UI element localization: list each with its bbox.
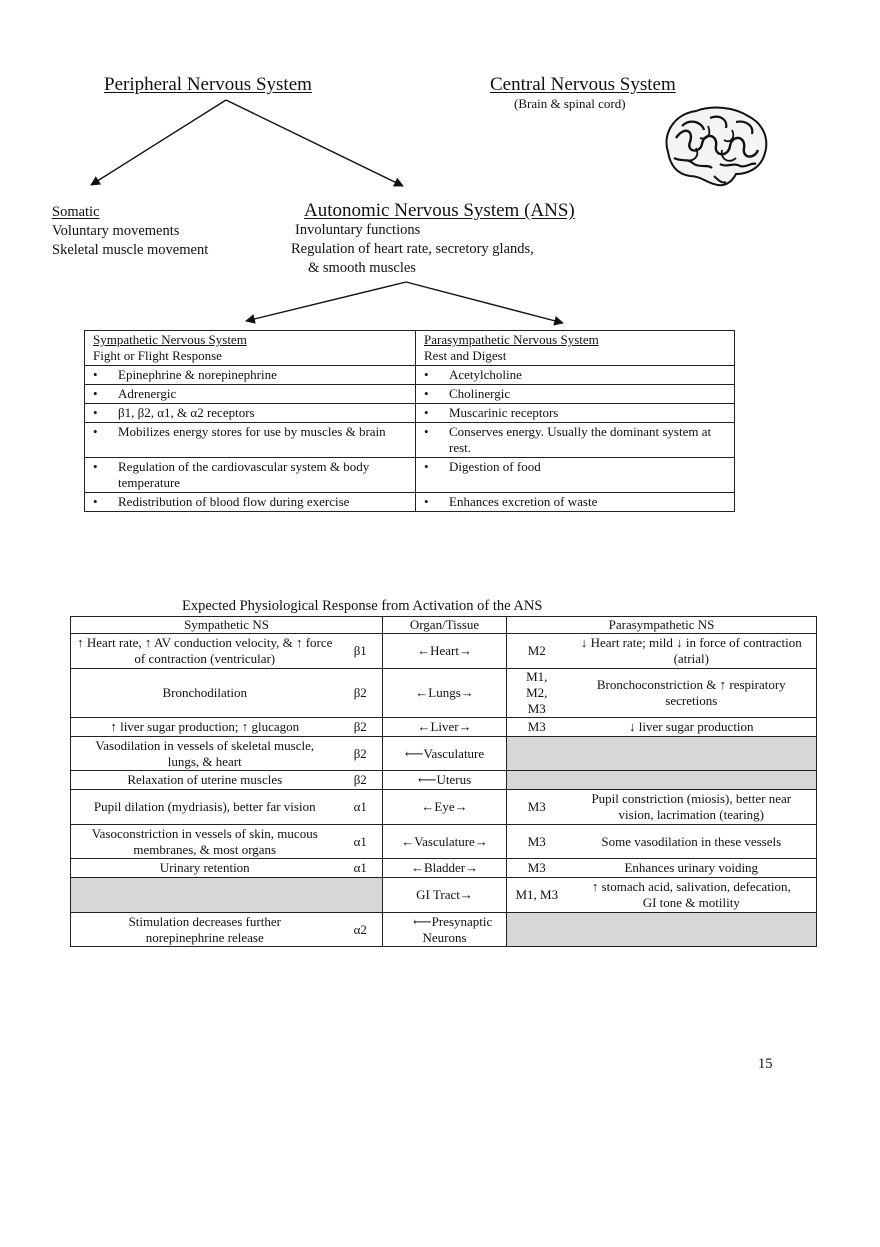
somatic-line-2: Skeletal muscle movement: [52, 242, 209, 258]
sympathetic-header: [85, 331, 416, 366]
parasympathetic-subtitle: Rest and Digest: [424, 348, 507, 363]
parasympathetic-receptor: M3: [507, 859, 567, 878]
sympathetic-receptor: α1: [339, 790, 383, 825]
parasympathetic-response: ↑ stomach acid, salivation, defecation, GI tone & motility: [567, 878, 817, 913]
table-header-row: [71, 617, 817, 634]
parasympathetic-cell: • Cholinergic: [416, 385, 735, 404]
sympathetic-cell: • Redistribution of blood flow during exercise: [85, 493, 416, 512]
cns-title: Central Nervous System: [490, 74, 676, 95]
sympathetic-subtitle: Fight or Flight Response: [93, 348, 222, 363]
table-header-row: [85, 331, 735, 366]
table-row: [85, 385, 735, 404]
sympathetic-response: Vasoconstriction in vessels of skin, mucous membranes, & most organs: [71, 825, 339, 859]
sympathetic-cell: • Regulation of the cardiovascular system & body temperature: [85, 458, 416, 493]
parasympathetic-cell: • Acetylcholine: [416, 366, 735, 385]
table-row: [85, 493, 735, 512]
organ-cell: ⟵Uterus: [383, 771, 507, 790]
sympathetic-cell: • Epinephrine & norepinephrine: [85, 366, 416, 385]
table-row: [71, 718, 817, 737]
sympathetic-cell: • Adrenergic: [85, 385, 416, 404]
sympathetic-empty: [71, 878, 383, 913]
ans-line-1: Involuntary functions: [295, 222, 421, 238]
parasympathetic-receptor: M1, M2, M3: [507, 669, 567, 718]
parasympathetic-response: Enhances urinary voiding: [567, 859, 817, 878]
organ-cell: ⟵Presynaptic Neurons: [383, 913, 507, 947]
parasympathetic-cell: • Digestion of food: [416, 458, 735, 493]
ans-title: Autonomic Nervous System (ANS): [304, 200, 575, 221]
table-row: [85, 458, 735, 493]
ans-line-2: Regulation of heart rate, secretory glands,: [291, 241, 534, 257]
organ-cell: ←Bladder→: [383, 859, 507, 878]
parasympathetic-response: Bronchoconstriction & ↑ respiratory secretions: [567, 669, 817, 718]
table-row: [71, 825, 817, 859]
sympathetic-cell: • Mobilizes energy stores for use by muscles & brain: [85, 423, 416, 458]
table-row: [71, 737, 817, 771]
table-row: [71, 790, 817, 825]
response-table: [70, 616, 817, 947]
table-row: [85, 404, 735, 423]
parasympathetic-response: Some vasodilation in these vessels: [567, 825, 817, 859]
parasympathetic-receptor: M3: [507, 790, 567, 825]
sympathetic-response: Pupil dilation (mydriasis), better far vision: [71, 790, 339, 825]
organ-cell: ←Heart→: [383, 634, 507, 669]
page-number: 15: [758, 1056, 773, 1072]
sympathetic-receptor: α1: [339, 825, 383, 859]
sympathetic-receptor: β1: [339, 634, 383, 669]
parasympathetic-empty: [507, 771, 817, 790]
sympathetic-response: Stimulation decreases further norepinephrine release: [71, 913, 339, 947]
header-organ: Organ/Tissue: [383, 617, 507, 634]
pns-title: Peripheral Nervous System: [104, 74, 312, 95]
parasympathetic-empty: [507, 913, 817, 947]
parasympathetic-header: [416, 331, 735, 366]
sympathetic-receptor: α1: [339, 859, 383, 878]
parasympathetic-empty: [507, 737, 817, 771]
response-table-title: Expected Physiological Response from Activation of the ANS: [182, 598, 543, 614]
organ-cell: ←Liver→: [383, 718, 507, 737]
parasympathetic-response: ↓ liver sugar production: [567, 718, 817, 737]
header-parasympathetic: Parasympathetic NS: [507, 617, 817, 634]
organ-cell: ←Lungs→: [383, 669, 507, 718]
table-row: [71, 913, 817, 947]
sympathetic-receptor: β2: [339, 669, 383, 718]
table-row: [71, 859, 817, 878]
parasympathetic-receptor: M1, M3: [507, 878, 567, 913]
ans-line-3: & smooth muscles: [308, 260, 416, 276]
organ-cell: ←Vasculature→: [383, 825, 507, 859]
sympathetic-response: Bronchodilation: [71, 669, 339, 718]
sympathetic-cell: • β1, β2, α1, & α2 receptors: [85, 404, 416, 423]
ans-comparison-table: [84, 330, 735, 512]
header-sympathetic: Sympathetic NS: [71, 617, 383, 634]
parasympathetic-title: Parasympathetic Nervous System: [424, 332, 599, 347]
parasympathetic-cell: • Conserves energy. Usually the dominant system at rest.: [416, 423, 735, 458]
table-row: [71, 634, 817, 669]
sympathetic-receptor: α2: [339, 913, 383, 947]
sympathetic-response: ↑ Heart rate, ↑ AV conduction velocity, & ↑ force of contraction (ventricular): [71, 634, 339, 669]
table-row: [85, 423, 735, 458]
somatic-line-1: Voluntary movements: [52, 223, 180, 239]
parasympathetic-receptor: M3: [507, 825, 567, 859]
table-row: [71, 878, 817, 913]
table-row: [85, 366, 735, 385]
sympathetic-receptor: β2: [339, 737, 383, 771]
somatic-title: Somatic: [52, 204, 100, 220]
table-row: [71, 771, 817, 790]
sympathetic-receptor: β2: [339, 771, 383, 790]
organ-cell: ⟵Vasculature: [383, 737, 507, 771]
sympathetic-title: Sympathetic Nervous System: [93, 332, 247, 347]
sympathetic-receptor: β2: [339, 718, 383, 737]
parasympathetic-receptor: M3: [507, 718, 567, 737]
organ-cell: ←Eye→: [383, 790, 507, 825]
parasympathetic-receptor: M2: [507, 634, 567, 669]
sympathetic-response: Relaxation of uterine muscles: [71, 771, 339, 790]
hierarchy-arrows: [0, 0, 880, 330]
somatic-section: [52, 203, 208, 260]
sympathetic-response: ↑ liver sugar production; ↑ glucagon: [71, 718, 339, 737]
table-row: [71, 669, 817, 718]
parasympathetic-cell: • Enhances excretion of waste: [416, 493, 735, 512]
parasympathetic-response: ↓ Heart rate; mild ↓ in force of contraction (atrial): [567, 634, 817, 669]
sympathetic-response: Urinary retention: [71, 859, 339, 878]
organ-cell: GI Tract→: [383, 878, 507, 913]
parasympathetic-cell: • Muscarinic receptors: [416, 404, 735, 423]
sympathetic-response: Vasodilation in vessels of skeletal muscle, lungs, & heart: [71, 737, 339, 771]
parasympathetic-response: Pupil constriction (miosis), better near vision, lacrimation (tearing): [567, 790, 817, 825]
cns-subtitle: (Brain & spinal cord): [514, 96, 626, 111]
